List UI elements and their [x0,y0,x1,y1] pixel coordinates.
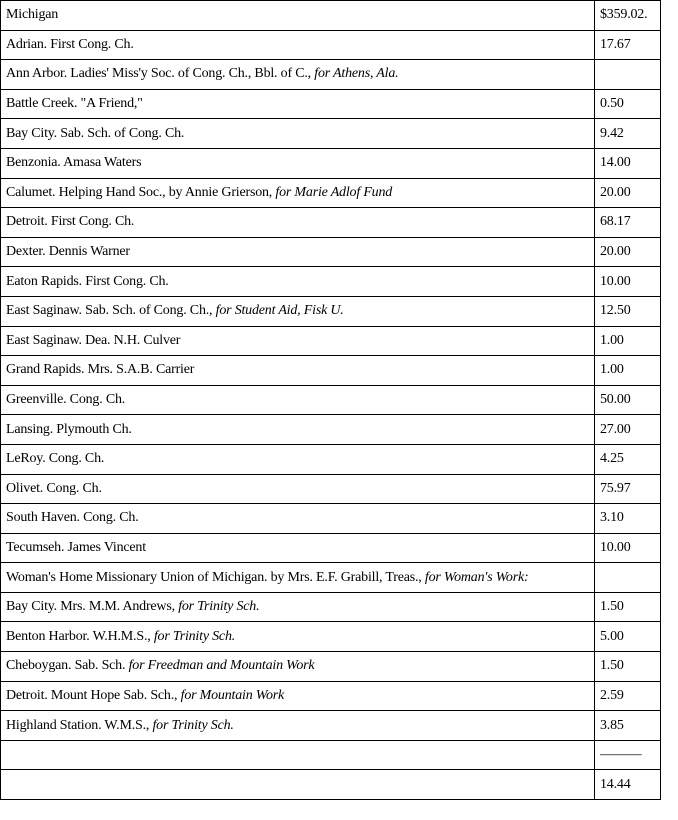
amount-cell [595,148,661,178]
donor-cell [1,326,595,356]
amount-cell [595,711,661,741]
amount-cell [595,178,661,208]
amount-cell [595,533,661,563]
donor-cell [1,622,595,652]
amount-value: 1.50 [600,658,624,674]
designation-note: for Freedman and Mountain Work [128,658,315,674]
donor-cell [1,178,595,208]
donor-cell [1,415,595,445]
donor-text: East Saginaw. Dea. N.H. Culver [6,332,181,348]
donor-cell [1,444,595,474]
table-row [1,444,661,474]
amount-value: 4.25 [600,451,624,467]
donor-text: Eaton Rapids. First Cong. Ch. [6,273,169,289]
amount-value: 27.00 [600,421,631,437]
table-row [1,681,661,711]
donor-cell [1,208,595,238]
donor-cell [1,119,595,149]
designation-note: for Trinity Sch. [152,717,234,733]
amount-value: 10.00 [600,273,631,289]
donor-text: Bay City. Sab. Sch. of Cong. Ch. [6,125,185,141]
table-row [1,1,661,31]
donor-cell [1,1,595,31]
table-row [1,237,661,267]
donor-cell [1,89,595,119]
amount-cell [595,444,661,474]
table-row [1,385,661,415]
amount-cell [595,296,661,326]
donor-cell [1,30,595,60]
amount-cell [595,770,661,800]
donor-text: East Saginaw. Sab. Sch. of Cong. Ch., [6,303,216,319]
donor-text: Bay City. Mrs. M.M. Andrews, [6,599,179,615]
amount-value: 68.17 [600,214,631,230]
amount-value: 14.00 [600,155,631,171]
donor-text: LeRoy. Cong. Ch. [6,451,105,467]
amount-cell [595,681,661,711]
amount-value: 20.00 [600,244,631,260]
amount-cell [595,385,661,415]
amount-cell [595,326,661,356]
amount-cell [595,356,661,386]
donor-cell [1,533,595,563]
donor-text: South Haven. Cong. Ch. [6,510,139,526]
designation-note: for Trinity Sch. [178,599,260,615]
amount-value: 9.42 [600,125,624,141]
donor-text: Highland Station. W.M.S., [6,717,153,733]
table-row [1,148,661,178]
donor-text: Grand Rapids. Mrs. S.A.B. Carrier [6,362,195,378]
table-row [1,711,661,741]
amount-value: 20.00 [600,184,631,200]
amount-value: 3.10 [600,510,624,526]
amount-cell [595,60,661,90]
amount-value: 0.50 [600,96,624,112]
designation-note: for Trinity Sch. [153,628,236,644]
donor-cell [1,267,595,297]
amount-cell [595,652,661,682]
donations-table-body [1,1,661,800]
amount-cell [595,504,661,534]
donor-cell [1,563,595,593]
table-row [1,60,661,90]
donor-cell [1,356,595,386]
amount-cell [595,740,661,770]
designation-note: for Athens, Ala. [314,66,399,82]
donor-text: Adrian. First Cong. Ch. [6,36,134,52]
donor-cell [1,148,595,178]
table-row [1,474,661,504]
amount-value: 5.00 [600,628,624,644]
table-row [1,267,661,297]
donor-text: Tecumseh. James Vincent [6,539,146,555]
amount-value: 12.50 [600,303,631,319]
donor-cell [1,740,595,770]
amount-value: 1.50 [600,599,624,615]
amount-value: 50.00 [600,392,631,408]
donor-text: Michigan [6,7,59,23]
amount-value: 75.97 [600,480,631,496]
amount-cell [595,563,661,593]
table-row [1,89,661,119]
table-row [1,563,661,593]
donor-cell [1,60,595,90]
amount-cell [595,592,661,622]
table-row [1,592,661,622]
amount-cell [595,237,661,267]
designation-note: for Student Aid, Fisk U. [215,303,344,319]
amount-value: 10.00 [600,539,631,555]
table-row [1,30,661,60]
designation-note: for Mountain Work [180,687,285,703]
amount-value: 1.00 [600,332,624,348]
amount-value: 2.59 [600,687,624,703]
donor-text: Detroit. Mount Hope Sab. Sch., [6,687,181,703]
table-row [1,740,661,770]
donor-cell [1,237,595,267]
amount-cell [595,119,661,149]
amount-value: 3.85 [600,717,624,733]
amount-value: $359.02. [600,7,648,23]
table-row [1,415,661,445]
donor-text: Woman's Home Missionary Union of Michigan. by Mrs. E.F. Grabill, Treas., [6,569,425,585]
donor-text: Cheboygan. Sab. Sch. [6,658,129,674]
table-row [1,119,661,149]
table-row [1,326,661,356]
donor-text: Benzonia. Amasa Waters [6,155,142,171]
donor-cell [1,385,595,415]
table-row [1,652,661,682]
amount-cell [595,267,661,297]
donor-cell [1,504,595,534]
donor-text: Lansing. Plymouth Ch. [6,421,132,437]
donor-cell [1,474,595,504]
table-row [1,504,661,534]
amount-cell [595,30,661,60]
donor-text: Battle Creek. "A Friend," [6,96,143,112]
donor-text: Detroit. First Cong. Ch. [6,214,135,230]
donor-text: Benton Harbor. W.H.M.S., [6,628,154,644]
table-row [1,622,661,652]
donor-cell [1,652,595,682]
amount-cell [595,415,661,445]
donor-cell [1,711,595,741]
amount-value: 17.67 [600,36,631,52]
amount-cell [595,89,661,119]
table-row [1,178,661,208]
amount-cell [595,622,661,652]
table-row [1,533,661,563]
table-row [1,770,661,800]
table-row [1,356,661,386]
donor-cell [1,592,595,622]
donor-text: Olivet. Cong. Ch. [6,480,102,496]
amount-cell [595,1,661,31]
amount-cell [595,474,661,504]
donor-cell [1,681,595,711]
table-row [1,208,661,238]
amount-value: 14.44 [600,776,631,792]
amount-cell [595,208,661,238]
donor-cell [1,296,595,326]
donor-text: Greenville. Cong. Ch. [6,392,126,408]
donor-text: Ann Arbor. Ladies' Miss'y Soc. of Cong. Ch., Bbl. of C., [6,66,315,82]
designation-note: for Marie Adlof Fund [275,184,393,200]
amount-value: ——— [600,747,642,763]
donor-cell [1,770,595,800]
donor-text: Dexter. Dennis Warner [6,244,130,260]
amount-value: 1.00 [600,362,624,378]
table-row [1,296,661,326]
donor-text: Calumet. Helping Hand Soc., by Annie Grierson, [6,184,276,200]
designation-note: for Woman's Work: [424,569,529,585]
